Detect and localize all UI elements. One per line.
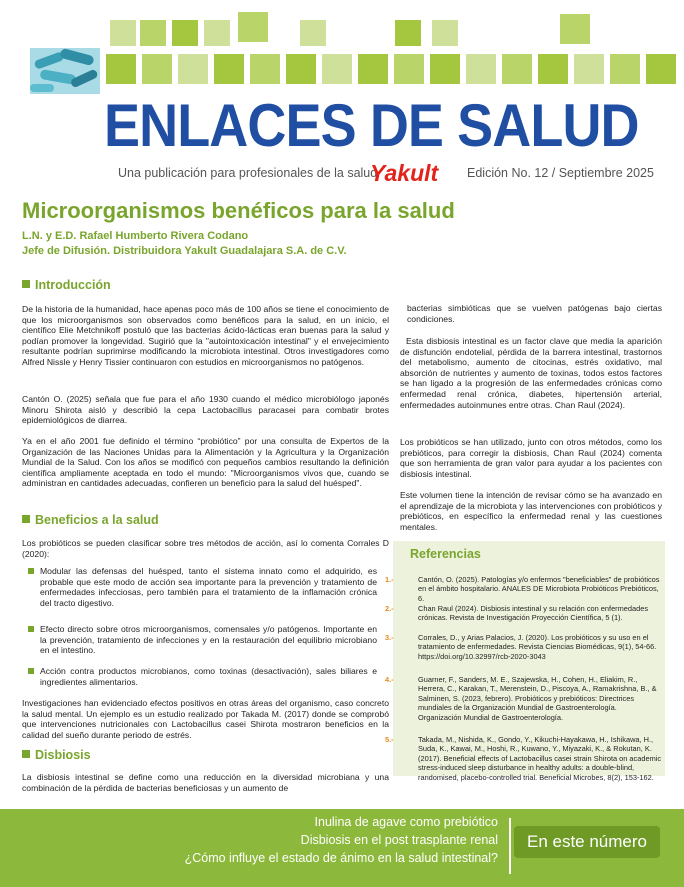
- intro-paragraph-1: De la historia de la humanidad, hace apenas poco más de 100 años se tiene el conocimiento de que los microorganismos son observados como benéficos para la salud, en un inicio, el científico Elie Metchnikoff postuló que las bacterias ácido-lácticas eran buenas para la salud y podían promover la longevidad. Sugirió que la "autointoxicación intestinal" y el envejecimiento resultante podrían suprimirse modificando la microbiota intestinal. Otros investigadores como Alfred Nissle y Henry Tissier continuaron con estudios en microorganismos no patógenos.: [22, 304, 389, 367]
- right-paragraph-4: Este volumen tiene la intención de revisar cómo se ha avanzado en el aprendizaje de la microbiota y las intervenciones con probióticos y prebióticos, en específico la enfermedad renal y las cuestiones mentales.: [400, 490, 662, 532]
- intro-paragraph-2: Cantón O. (2025) señala que fue para el año 1930 cuando el médico microbiólogo japonés Minoru Shirota aisló y describió la cepa Lactobacillus paracasei para combatir brotes epidemiológicos de diarrea.: [22, 394, 389, 426]
- benefits-paragraph: Los probióticos se pueden clasificar sobre tres métodos de acción, así lo comenta Corrales D (2020):: [22, 538, 389, 559]
- footer-divider: [509, 818, 511, 874]
- reference-number: 5.-: [385, 735, 394, 744]
- footer-topic-1[interactable]: Inulina de agave como prebiótico: [314, 815, 498, 829]
- benefit-item: Acción contra productos microbianos, como toxinas (desactivación), sales biliares e ingredientes alimentarios.: [40, 666, 377, 687]
- intro-paragraph-3: Ya en el año 2001 fue definido el término “probiótico” por una consulta de Expertos de la Organización de las Naciones Unidas para la Alimentación y la Agricultura y la Organización Mundial de la Salud. Con los años se modificó con pequeños cambios resultando la definición científica ampliamente aceptada en todo el mundo: "Microorganismos vivos que, cuando se administran en cantidades adecuadas, confieren un beneficio para la salud del huésped".: [22, 436, 389, 489]
- reference-item: Guarner, F., Sanders, M. E., Szajewska, H., Cohen, H., Eliakim, R., Herrera, C., Karakan, T., Merenstein, D., Piscoya, A., Ramakrishna, B., & Salminen, S. (2023, febrero). Probióticos y prebióticos: Directrices mundiales de la Organización Mundial de Gastroenterología. Organización Mundial de Gastroenterología.: [418, 675, 657, 722]
- section-heading-intro: Introducción: [22, 278, 111, 292]
- edition-info: Edición No. 12 / Septiembre 2025: [467, 166, 654, 180]
- footer-topic-2[interactable]: Disbiosis en el post trasplante renal: [300, 833, 498, 847]
- masthead-title: ENLACES DE SALUD: [104, 92, 639, 159]
- reference-number: 2.-: [385, 604, 394, 613]
- reference-number: 1.-: [385, 575, 394, 584]
- author-name: L.N. y E.D. Rafael Humberto Rivera Codano: [22, 230, 249, 242]
- dysbiosis-paragraph: La disbiosis intestinal se define como una reducción en la diversidad microbiana y una combinación de la pérdida de bacterias beneficiosas y un aumento de: [22, 772, 389, 793]
- bullet-square-icon: [28, 668, 34, 674]
- in-this-issue-badge: En este número: [514, 826, 660, 858]
- reference-item: Chan Raul (2024). Disbiosis intestinal y su relación con enfermedades crónicas. Revista de Investigación Proyección Científica, 5 (1).: [418, 604, 649, 623]
- article-title: Microorganismos benéficos para la salud: [22, 198, 455, 223]
- bacteria-image: [30, 48, 100, 94]
- bullet-square-icon: [22, 750, 30, 758]
- author-position: Jefe de Difusión. Distribuidora Yakult Guadalajara S.A. de C.V.: [22, 245, 347, 257]
- mental-health-paragraph: Investigaciones han evidenciado efectos positivos en otras áreas del organismo, caso concreto la salud mental. Un ejemplo es un estudio realizado por Takada M. (2017) donde se comprobó que intervenciones nutricionales con Lactobacillus casei Shirota mostraron beneficios en la calidad del sueño durante periodo de estrés.: [22, 698, 389, 740]
- bullet-square-icon: [22, 515, 30, 523]
- benefit-item: Efecto directo sobre otros microorganismos, comensales y/o patógenos. Importante en la prevención, tratamiento de infecciones y en la restauración del equilibrio microbiano en el intestino.: [40, 624, 377, 656]
- reference-number: 4.-: [385, 675, 394, 684]
- reference-item: Corrales, D., y Arias Palacios, J. (2020). Los probióticos y su uso en el tratamiento de enfermedades. Revista Ciencias Biomédicas, 9(1), 54-66. https://doi.org/10.32997/rcb-2020-3043: [418, 633, 657, 661]
- reference-item: Cantón, O. (2025). Patologías y/o enfermos "beneficiables" de probióticos en el ámbito hospitalario. ANALES DE Microbiota Probióticos Prebióticos, 6.: [418, 575, 660, 603]
- bullet-square-icon: [22, 280, 30, 288]
- right-paragraph-3: Los probióticos se han utilizado, junto con otros métodos, como los prebióticos, para corregir la disbiosis, Chan Raul (2024) comenta que son herramienta de gran valor para ayudar a los pacientes con disbiosis intestinal.: [400, 437, 662, 479]
- section-heading-dysbiosis: Disbiosis: [22, 748, 91, 762]
- bullet-square-icon: [28, 568, 34, 574]
- right-paragraph-1: bacterias simbióticas que se vuelven patógenas bajo ciertas condiciones.: [407, 303, 662, 324]
- references-heading: Referencias: [410, 547, 481, 561]
- masthead-subtitle: Una publicación para profesionales de la salud: [118, 166, 378, 180]
- section-heading-benefits: Beneficios a la salud: [22, 513, 159, 527]
- bullet-square-icon: [28, 626, 34, 632]
- right-paragraph-2: Esta disbiosis intestinal es un factor clave que media la aparición de disfunción endotelial, pérdida de la barrera intestinal, trastornos del metabolismo, aumento de citocinas, estrés oxidativo, mal absorción de nutrientes y aumento de toxinas, todos estos factores se han ligado a la progresión de las enfermedades crónicas como enfermedad renal crónica, diabetes, hipertensión arterial, enfermedades autoinmunes entre otras. Chan Raul (2024).: [400, 336, 662, 410]
- footer-topic-3[interactable]: ¿Cómo influye el estado de ánimo en la salud intestinal?: [184, 851, 498, 865]
- reference-item: Takada, M., Nishida, K., Gondo, Y., Kikuchi-Hayakawa, H., Ishikawa, H., Suda, K., Kawai, M., Hoshi, R., Kuwano, Y., Miyazaki, K., & Rokutan, K. (2017). Beneficial effects of Lactobacillus casei strain Shirota on academic stress-induced sleep disturbance in healthy adults: a double-blind, randomised, placebo-controlled trial. Beneficial Microbes, 8(2), 153-162.: [418, 735, 662, 782]
- benefit-item: Modular las defensas del huésped, tanto el sistema innato como el adquirido, es probable que este modo de acción sea importante para la prevención y tratamiento de enfermedades infecciosas, pero también para el tratamiento de la inflamación crónica del tracto digestivo.: [40, 566, 377, 608]
- reference-number: 3.-: [385, 633, 394, 642]
- yakult-logo: Yakult: [370, 160, 439, 186]
